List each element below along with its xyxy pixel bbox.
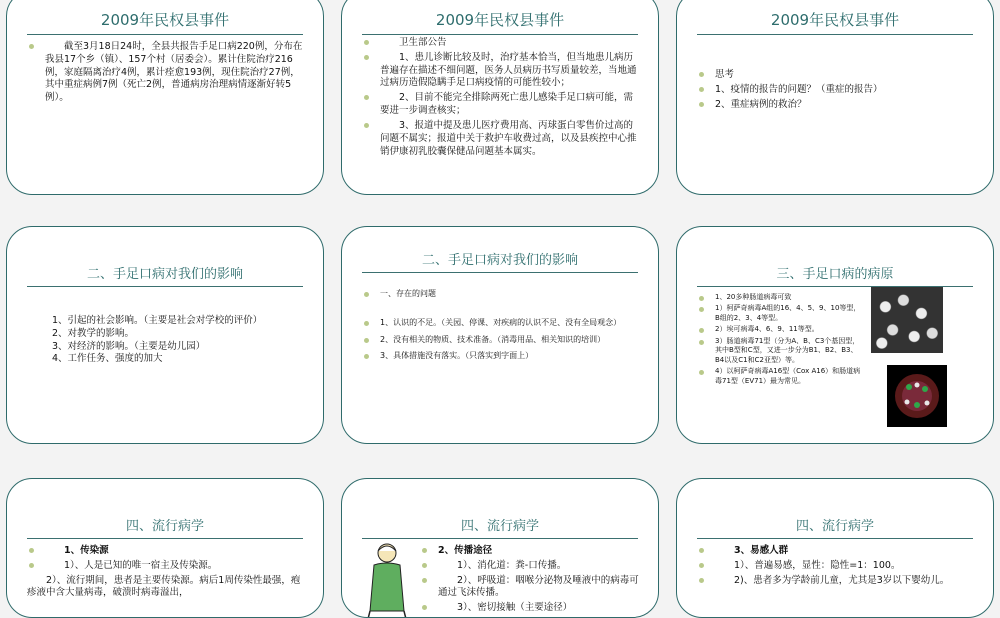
bullet-icon — [699, 340, 704, 345]
bullet-icon — [699, 578, 704, 583]
slide-title: 三、手足口病的病原 — [697, 263, 973, 287]
list-item: 截至3月18日24时，全县共报告手足口病220例，分布在我县17个乡（镇）、157个村（居委会）。累计住院治疗216例，家庭隔离治疗4例，累计痊愈193例，现住院治疗27例，其中重症病例7例（死亡2例，普通病房治理病情逐渐好转5例）。 — [27, 41, 305, 105]
bullet-icon — [422, 563, 427, 568]
list-item: 4、工作任务、强度的加大 — [52, 353, 163, 365]
list-item: 2、重症病例的救治？ — [697, 99, 975, 112]
list-item: 卫生部公告 — [362, 37, 640, 50]
slide-9[interactable] — [676, 478, 994, 618]
list-item: 1、疫情的报告的问题？（重症的报告） — [697, 84, 975, 97]
list-item: 1、引起的社会影响。（主要是社会对学校的评价） — [52, 315, 263, 326]
doctor-illustration — [362, 541, 412, 618]
list-item: 1、患儿诊断比较及时，治疗基本恰当，但当地患儿病历普遍存在描述不细问题，医务人员病历书写质量较差，当地通过病历造假隐瞒手足口病疫情的可能性较小； — [362, 52, 640, 90]
list-item: 3、报道中提及患儿医疗费用高、丙球蛋白零售价过高的问题不属实；报道中关于救护车收费过高，以及县疾控中心推销伊康初乳胶囊保健品问题基本属实。 — [362, 120, 640, 158]
list-item: 1、认识的不足。（关园、停课、对疾病的认识不足、没有全局观念） — [362, 318, 640, 329]
slide-title: 2009年民权县事件 — [27, 9, 303, 35]
bullet-icon — [364, 55, 369, 60]
list-item: 2)、患者多为学龄前儿童，尤其是3岁以下婴幼儿。 — [697, 575, 975, 588]
list-item: 2）、呼吸道：咽喉分泌物及唾液中的病毒可通过飞沫传播。 — [420, 575, 640, 601]
list-item: 1）、消化道：粪-口传播。 — [420, 560, 640, 573]
bullet-icon — [699, 72, 704, 77]
bullet-icon — [699, 328, 704, 333]
list-item: 3）、密切接触（主要途径） — [420, 602, 640, 615]
list-item: 2、没有相关的物质、技术准备。（消毒用品、相关知识的培训） — [362, 335, 640, 346]
list-item: 2、传播途径 — [420, 545, 640, 558]
slide-title: 2009年民权县事件 — [697, 9, 973, 35]
bullet-icon — [699, 548, 704, 553]
bullet-icon — [699, 87, 704, 92]
bullet-icon — [364, 321, 369, 326]
list-item: 3、易感人群 — [697, 545, 975, 558]
slide-7[interactable] — [6, 478, 324, 618]
bullet-icon — [422, 578, 427, 583]
bullet-icon — [699, 296, 704, 301]
bullet-icon — [364, 40, 369, 45]
list-item: 2、目前不能完全排除两死亡患儿感染手足口病可能，需要进一步调查核实； — [362, 92, 640, 118]
slide-2[interactable] — [341, 0, 659, 195]
slide-title: 2009年民权县事件 — [362, 9, 638, 35]
bullet-icon — [699, 370, 704, 375]
list-item: 1、20多种肠道病毒可致 — [697, 293, 863, 302]
bullet-icon — [364, 292, 369, 297]
bullet-icon — [422, 548, 427, 553]
bullet-icon — [422, 605, 427, 610]
list-item: 2）、流行期间，患者是主要传染源。病后1周传染性最强，疱疹液中含大量病毒，破溃时病毒溢出， — [27, 574, 301, 599]
bullet-icon — [699, 563, 704, 568]
bullet-icon — [364, 123, 369, 128]
list-item: 1）、普遍易感，显性：隐性=1：100。 — [697, 560, 975, 573]
list-item: 一、存在的问题 — [362, 289, 640, 300]
bullet-icon — [699, 102, 704, 107]
bullet-icon — [29, 563, 34, 568]
list-item: 4）以柯萨奇病毒A16型（Cox A16）和肠道病毒71型（EV71）最为常见。 — [697, 367, 863, 386]
list-item: 2、对教学的影响。 — [52, 327, 135, 339]
list-item: 3、具体措施没有落实。（只落实到字面上） — [362, 351, 640, 362]
slide-title: 四、流行病学 — [27, 515, 303, 539]
bullet-icon — [364, 338, 369, 343]
list-item: 1、传染源 — [27, 545, 305, 558]
list-item: 思考 — [697, 69, 975, 82]
bullet-icon — [699, 307, 704, 312]
slide-title: 二、手足口病对我们的影响 — [27, 263, 303, 287]
bullet-icon — [364, 95, 369, 100]
virus-micrograph-image — [871, 287, 943, 353]
slide-3[interactable] — [676, 0, 994, 195]
slide-8[interactable] — [341, 478, 659, 618]
slide-5[interactable] — [341, 226, 659, 444]
bullet-icon — [29, 44, 34, 49]
list-item: 3）肠道病毒71型（分为A、B、C3个基因型，其中B型和C型，又进一步分为B1、B2、B3、B4以及C1和C2亚型）等。 — [697, 337, 863, 365]
list-item: 1）柯萨奇病毒A组的16、4、5、9、10等型，B组的2、3、4等型。 — [697, 304, 863, 323]
virus-model-image — [887, 365, 947, 427]
list-item: 2）埃可病毒4、6、9、11等型。 — [697, 325, 863, 334]
slide-title: 四、流行病学 — [362, 515, 638, 539]
slide-title: 四、流行病学 — [697, 515, 973, 539]
slide-1[interactable] — [6, 0, 324, 195]
bullet-icon — [364, 354, 369, 359]
slide-title: 二、手足口病对我们的影响 — [362, 249, 638, 273]
list-item: 3、对经济的影响。（主要是幼儿园） — [52, 340, 206, 352]
list-item: 1）、人是已知的唯一宿主及传染源。 — [27, 560, 305, 573]
slide-4[interactable] — [6, 226, 324, 444]
bullet-icon — [29, 548, 34, 553]
slide-6[interactable] — [676, 226, 994, 444]
